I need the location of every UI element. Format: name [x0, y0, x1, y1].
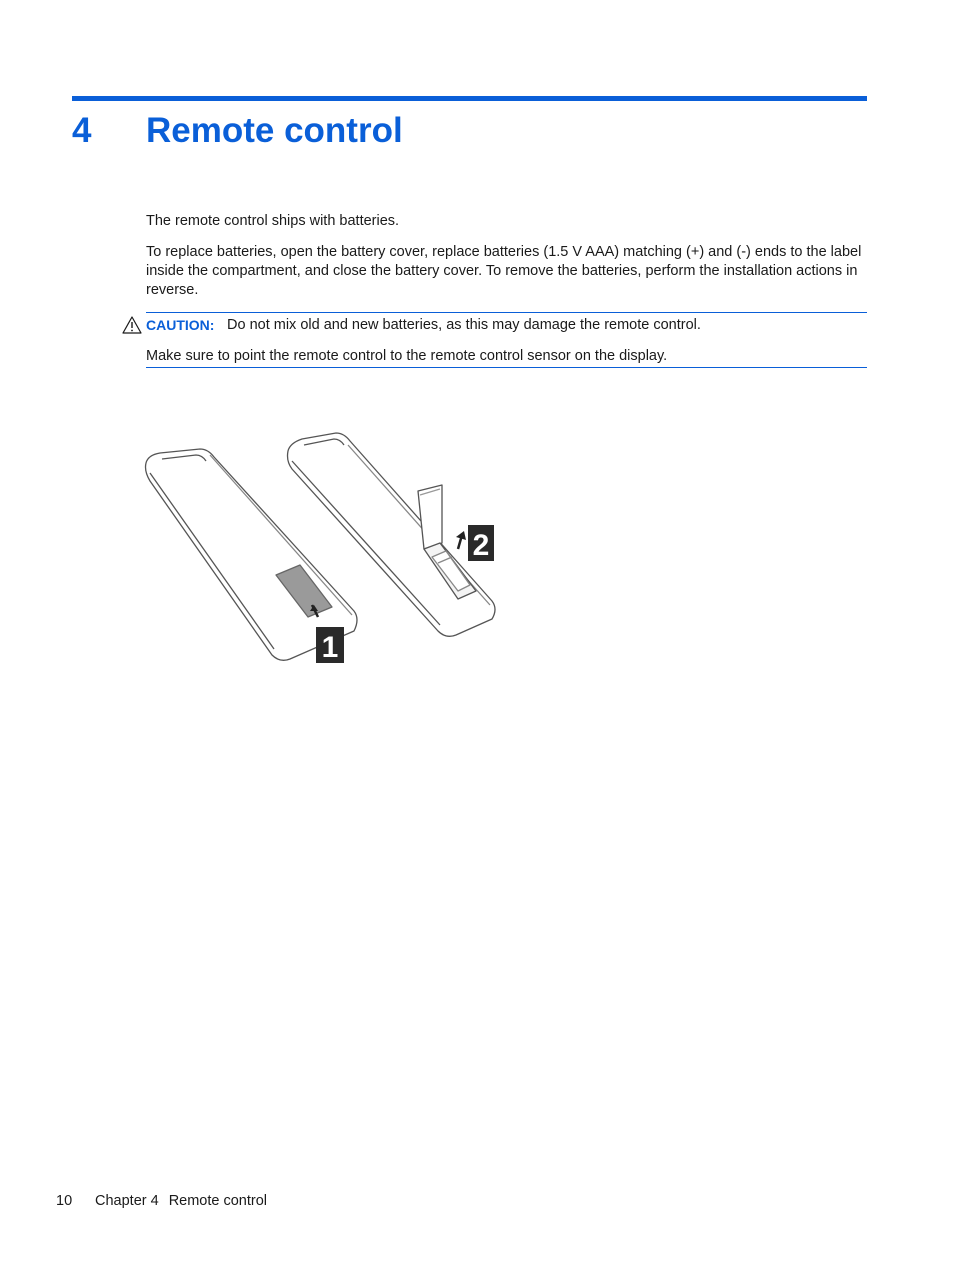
caution-box	[146, 312, 867, 368]
remote-battery-illustration	[140, 425, 510, 670]
paragraph-batteries-included: The remote control ships with batteries.	[146, 213, 400, 229]
step-2-label: 2	[472, 529, 490, 562]
footer-chapter-label: Chapter 4	[95, 1193, 159, 1209]
caution-text: Do not mix old and new batteries, as this may damage the remote control.	[227, 317, 701, 333]
step-2-arrow-icon	[456, 531, 466, 549]
warning-triangle-icon	[122, 316, 142, 334]
step-1-badge	[316, 627, 344, 664]
chapter-title: Remote control	[146, 111, 403, 150]
caution-note: Make sure to point the remote control to the remote control sensor on the display.	[146, 348, 668, 364]
caution-label: CAUTION:	[146, 317, 215, 333]
page-footer	[56, 1192, 267, 1211]
paragraph-replace-batteries: To replace batteries, open the battery cover, replace batteries (1.5 V AAA) matching (+) and (-) ends to the label inside the compartment, and close the battery cover. To remove the batteries, perform the installation actions in reverse.	[146, 244, 862, 298]
chapter-number: 4	[72, 111, 92, 150]
chapter-top-rule	[72, 96, 867, 101]
page-number: 10	[56, 1193, 73, 1209]
step-1-label: 1	[321, 631, 339, 664]
step-2-badge	[468, 525, 494, 562]
footer-chapter-title: Remote control	[168, 1193, 268, 1209]
